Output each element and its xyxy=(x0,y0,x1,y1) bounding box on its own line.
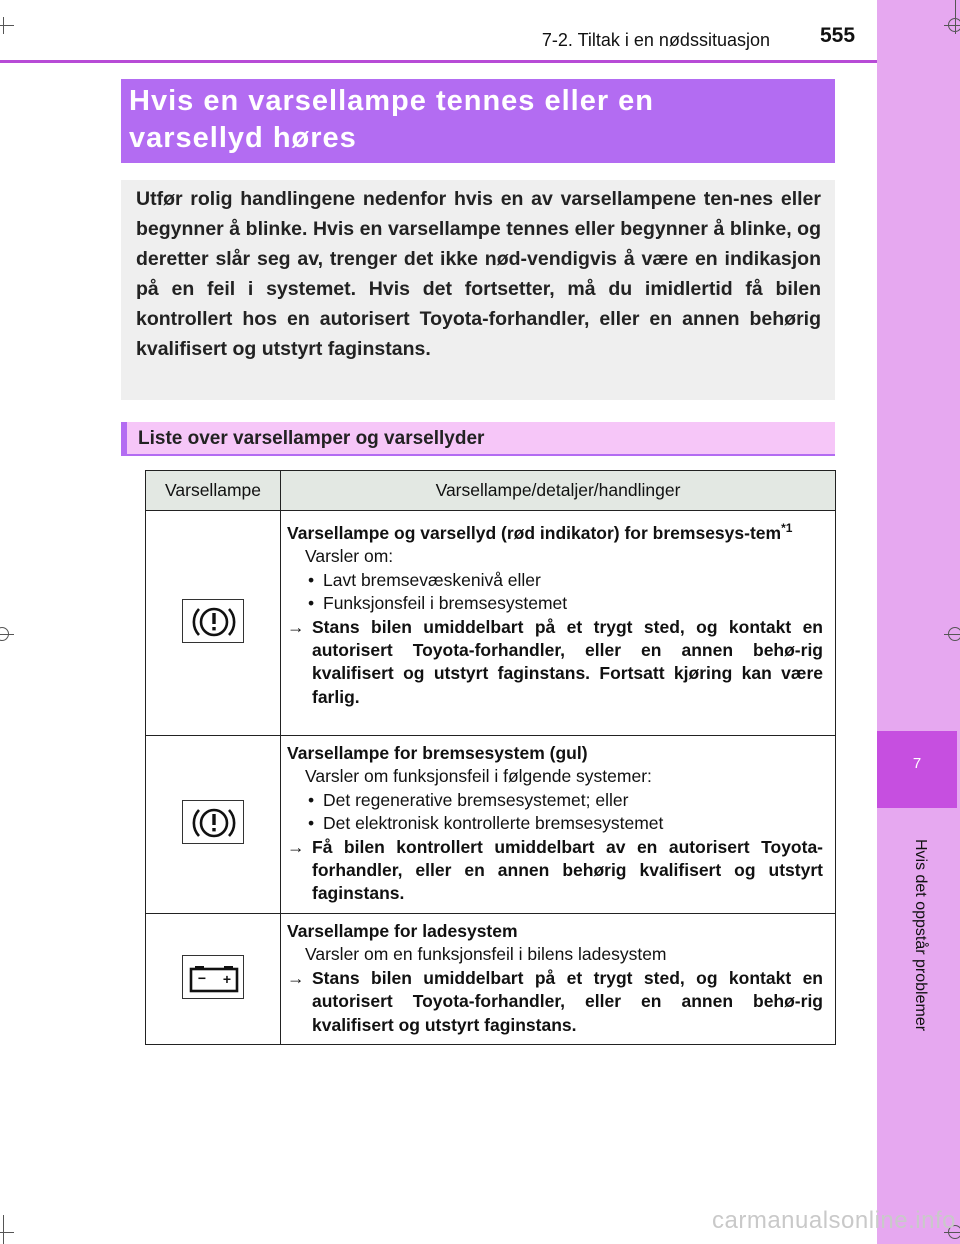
brake-warning-icon xyxy=(182,599,244,643)
table-cell-icon xyxy=(146,914,281,1045)
watermark: carmanualsonline.info xyxy=(712,1207,956,1234)
header-rule xyxy=(0,60,877,63)
page-title xyxy=(121,79,835,163)
chapter-side-tab xyxy=(877,0,960,1244)
row-title: Varsellampe for ladesystem xyxy=(287,921,518,941)
battery-plus-symbol: + xyxy=(222,970,232,987)
table-cell-details xyxy=(281,914,836,1045)
table-cell-icon xyxy=(146,736,281,914)
row-action: → Stans bilen umiddelbart på et trygt sted, og kontakt en autorisert Toyota-forhandler, eller en annen behø-rig kvalifisert og utstyrt faginstans. xyxy=(287,967,823,1035)
page-title-line-1: Hvis en varsellampe tennes eller en xyxy=(129,85,655,117)
section-heading: 7-2. Tiltak i en nødssituasjon xyxy=(541,30,770,50)
table-header-row xyxy=(146,471,836,511)
row-action: → Få bilen kontrollert umiddelbart av en autorisert Toyota-forhandler, eller en annen behørig kvalifisert og utstyrt faginstans. xyxy=(287,836,823,904)
table-row xyxy=(146,736,836,914)
row-intro: Varsler om: xyxy=(305,546,394,567)
battery-minus-symbol: − xyxy=(197,969,207,986)
arrow-right-icon: → xyxy=(287,967,305,988)
chapter-number: 7 xyxy=(912,755,922,772)
row-title: Varsellampe for bremsesystem (gul) xyxy=(287,743,588,763)
page-number: 555 xyxy=(820,24,856,47)
battery-icon xyxy=(182,955,244,999)
table-cell-details xyxy=(281,511,836,736)
row-intro: Varsler om en funksjonsfeil i bilens ladesystem xyxy=(305,944,667,965)
column-header-lamp: Varsellampe xyxy=(146,471,281,511)
brake-system-icon xyxy=(182,800,244,844)
table-cell-icon xyxy=(146,511,281,736)
arrow-right-icon: → xyxy=(287,836,305,857)
list-item: • Det regenerative bremsesystemet; eller xyxy=(287,789,823,812)
chapter-title: Hvis det oppstår problemer xyxy=(912,838,929,1032)
page-title-line-2: varsellyd høres xyxy=(129,122,357,154)
row-intro: Varsler om funksjonsfeil i følgende systemer: xyxy=(305,766,652,787)
chapter-number-box[interactable] xyxy=(877,731,957,808)
row-action: → Stans bilen umiddelbart på et trygt sted, og kontakt en autorisert Toyota-forhandler, eller en annen behø-rig kvalifisert og utstyrt faginstans. Fortsatt kjøring kan være farlig. xyxy=(287,616,823,707)
arrow-right-icon: → xyxy=(287,616,305,637)
footnote-marker: *1 xyxy=(781,521,793,535)
table-row xyxy=(146,511,836,736)
subheading xyxy=(121,422,835,456)
list-item: • Funksjonsfeil i bremsesystemet xyxy=(287,592,823,615)
column-header-details: Varsellampe/detaljer/handlinger xyxy=(281,471,836,511)
warning-lamp-table xyxy=(145,470,836,1045)
subheading-text: Liste over varsellamper og varsellyder xyxy=(138,428,485,449)
intro-paragraph: Utfør rolig handlingene nedenfor hvis en av varsellampene ten-nes eller begynner å blinke. Hvis en varsellampe tennes eller begynner å blinke, og deretter slår seg av, trenger det ikke nød-vendigvis å være en indikasjon på en feil i systemet. Hvis det fortsetter, må du imidlertid få bilen kontrollert hos en autorisert Toyota-forhandler, eller en annen behørig kvalifisert og utstyrt faginstans. xyxy=(121,180,835,400)
list-item: • Lavt bremsevæskenivå eller xyxy=(287,569,823,592)
list-item: • Det elektronisk kontrollerte bremsesystemet xyxy=(287,812,823,835)
row-title: Varsellampe og varsellyd (rød indikator) for bremsesys-tem$^{*1}$ xyxy=(287,521,793,543)
table-cell-details xyxy=(281,736,836,914)
table-row xyxy=(146,914,836,1045)
